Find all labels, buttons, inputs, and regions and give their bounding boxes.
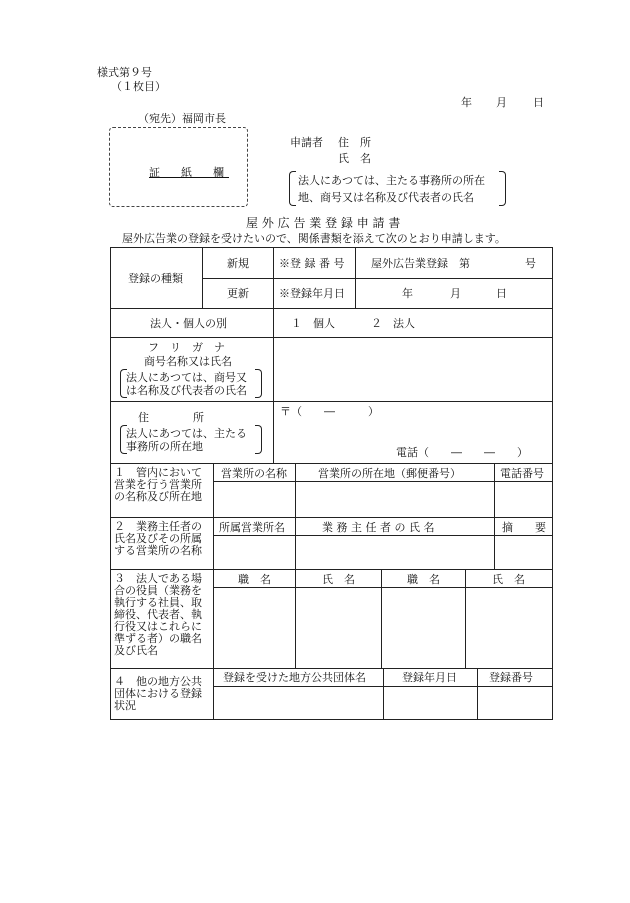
date-day: 日 bbox=[533, 96, 544, 109]
postal-code-field[interactable]: 〒（ ― ） bbox=[280, 405, 379, 418]
section1-col-address: 営業所の所在地（郵便番号） bbox=[318, 467, 461, 480]
trade-name-note2: は名称及び代表者の氏名 bbox=[126, 384, 247, 397]
reg-number-suffix: 号 bbox=[525, 257, 536, 270]
reg-date-label: ※登録年月日 bbox=[279, 287, 345, 300]
reg-number-prefix: 屋外広告業登録 第 bbox=[371, 257, 470, 270]
form-title: 屋 外 広 告 業 登 録 申 請 書 bbox=[246, 216, 401, 230]
section4-col-date: 登録年月日 bbox=[402, 671, 457, 684]
applicant-note-line1: 法人にあつては、主たる事務所の所在 bbox=[298, 174, 485, 187]
section3-col-name2: 氏 名 bbox=[492, 573, 525, 586]
reg-new-label: 新規 bbox=[227, 257, 249, 270]
form-number: 様式第９号 bbox=[97, 66, 152, 79]
intro-text: 屋外広告業の登録を受けたいので、関係書類を添えて次のとおり申請します。 bbox=[122, 232, 506, 245]
reg-type-label: 登録の種類 bbox=[128, 272, 183, 285]
reg-number-label: ※登 録 番 号 bbox=[279, 257, 345, 270]
entity-individual: １ 個人 bbox=[291, 317, 335, 330]
trade-name-label: 商号名称又は氏名 bbox=[144, 355, 232, 368]
date-month: 月 bbox=[496, 96, 507, 109]
address-note2: 事務所の所在地 bbox=[126, 440, 203, 453]
section1-label: １ 管内において営業を行う営業所の名称及び所在地 bbox=[114, 466, 202, 503]
section1-col-name: 営業所の名称 bbox=[221, 467, 287, 480]
section4-col-number: 登録番号 bbox=[489, 671, 533, 684]
address-label: 住 所 bbox=[138, 411, 204, 424]
applicant-note-bracket-left bbox=[289, 171, 296, 206]
section4-label: ４ 他の地方公共団体における登録状況 bbox=[114, 675, 202, 712]
reg-date-year: 年 bbox=[402, 287, 413, 300]
entity-type-label: 法人・個人の別 bbox=[150, 317, 227, 330]
address-bracket-right bbox=[255, 425, 262, 454]
section3-col-title1: 職 名 bbox=[238, 573, 271, 586]
date-year: 年 bbox=[461, 96, 472, 109]
reg-date-day: 日 bbox=[496, 287, 507, 300]
applicant-note-bracket-right bbox=[499, 171, 506, 206]
address-note1: 法人にあつては、主たる bbox=[126, 427, 247, 440]
section2-col-notes: 摘 要 bbox=[502, 521, 546, 534]
stamp-box bbox=[109, 127, 248, 207]
page-label: （１枚目） bbox=[111, 80, 166, 93]
stamp-box-label: 証 紙 欄 bbox=[149, 166, 229, 179]
section3-label: ３ 法人である場合の役員（業務を執行する社員、取締役、代表者、執行役又はこれらに準ずる者）の職名及び氏名 bbox=[114, 572, 202, 657]
entity-corporation: ２ 法人 bbox=[371, 317, 415, 330]
section3-col-title2: 職 名 bbox=[407, 573, 440, 586]
applicant-note-line2: 地、商号又は名称及び代表者の氏名 bbox=[298, 191, 474, 204]
trade-name-bracket-right bbox=[255, 369, 262, 398]
section1-col-phone: 電話番号 bbox=[500, 467, 544, 480]
section3-col-name1: 氏 名 bbox=[322, 573, 355, 586]
applicant-name-label: 氏 名 bbox=[338, 152, 371, 165]
furigana-label: フ リ ガ ナ bbox=[148, 341, 225, 354]
applicant-label: 申請者 bbox=[290, 136, 323, 149]
section2-col-office: 所属営業所名 bbox=[219, 521, 285, 534]
section2-label: ２ 業務主任者の氏名及びその所属する営業所の名称 bbox=[114, 520, 202, 557]
phone-field[interactable]: 電話（ ― ― ） bbox=[396, 446, 528, 459]
applicant-address-label: 住 所 bbox=[338, 136, 371, 149]
trade-name-note1: 法人にあつては、商号又 bbox=[126, 371, 247, 384]
reg-renew-label: 更新 bbox=[227, 287, 249, 300]
section4-col-authority: 登録を受けた地方公共団体名 bbox=[223, 671, 366, 684]
reg-date-month: 月 bbox=[450, 287, 461, 300]
section2-col-manager: 業 務 主 任 者 の 氏 名 bbox=[322, 521, 435, 534]
addressee: （宛先）福岡市長 bbox=[138, 112, 226, 125]
